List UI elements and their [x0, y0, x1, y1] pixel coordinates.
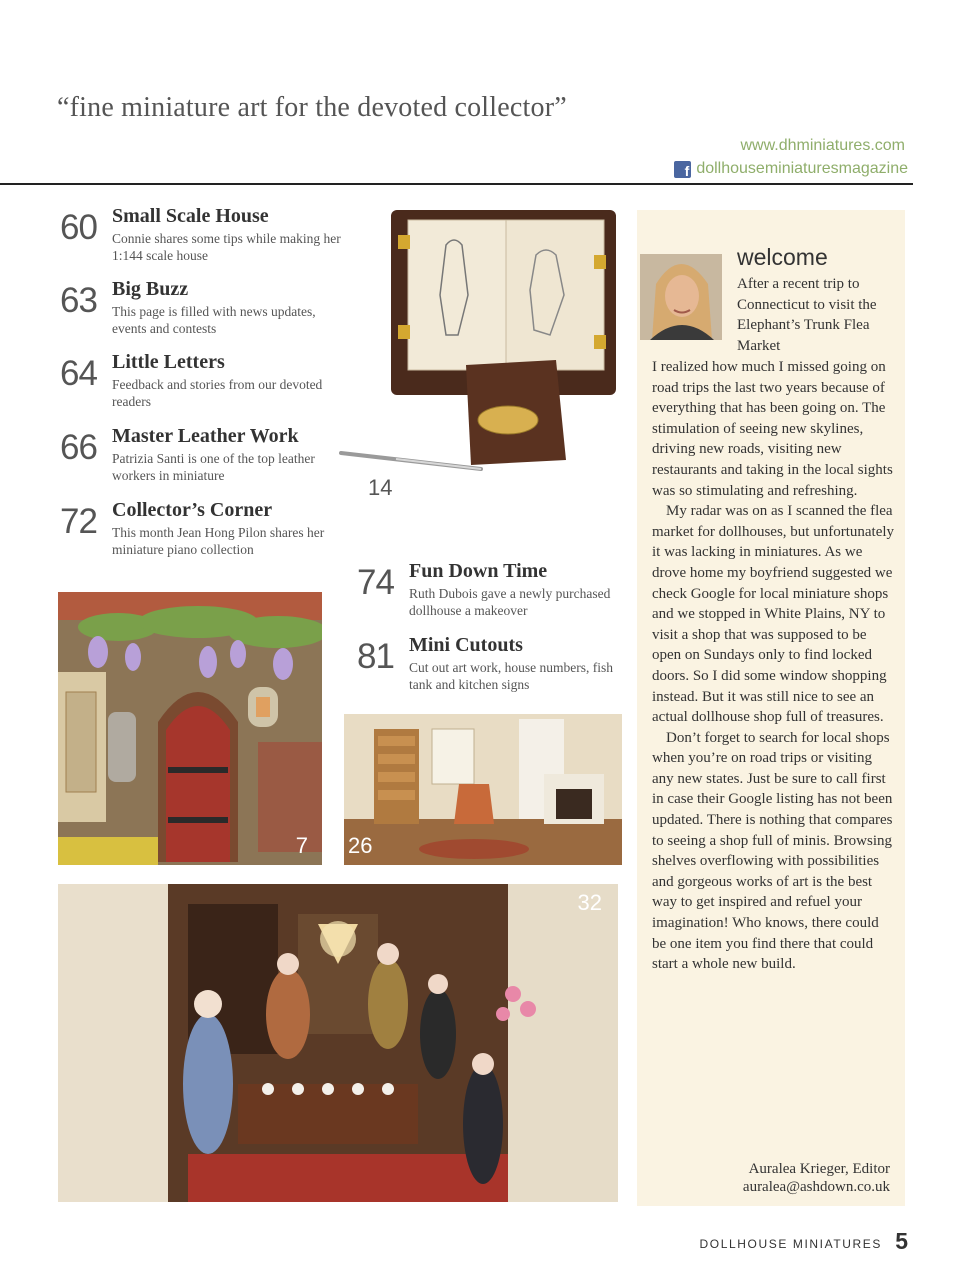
- toc-page-number: 81: [357, 637, 394, 676]
- toc-description: Feedback and stories from our devoted readers: [112, 377, 323, 409]
- photo-page-number: 7: [295, 833, 308, 858]
- toc-title: Little Letters: [112, 351, 225, 373]
- bedroom-interior-illustration: [344, 714, 622, 865]
- bedroom-interior-photo[interactable]: [344, 714, 622, 865]
- toc-description: This month Jean Hong Pilon shares her miniature piano collection: [112, 525, 325, 557]
- dining-room-photo[interactable]: [58, 884, 618, 1202]
- welcome-paragraph: My radar was on as I scanned the flea market for dollhouses, but unfortunately it was lacking in miniatures. As we drove home my boyfriend suggested we check Google for local miniature shops and we stopped in White Plains, NY to visit a shop that was supposed to be open on Sundays only to find locked doors. So I did some window shopping instead. But it was still nice to see an actual dollhouse shop full of treasures.: [652, 503, 895, 726]
- toc-description: Ruth Dubois gave a newly purchased dollhouse a makeover: [409, 586, 611, 618]
- toc-title: Mini Cutouts: [409, 634, 523, 656]
- toc-title: Fun Down Time: [409, 560, 548, 582]
- magazine-tagline: “fine miniature art for the devoted collector”: [57, 92, 567, 123]
- editor-name: Auralea Krieger, Editor: [748, 1161, 890, 1177]
- miniature-book-photo[interactable]: [336, 205, 621, 505]
- wisteria-door-illustration: [58, 592, 322, 865]
- toc-page-number: 63: [60, 281, 97, 320]
- toc-title: Collector’s Corner: [112, 499, 273, 521]
- welcome-intro: After a recent trip to Connecticut to visit the Elephant’s Trunk Flea Market: [737, 276, 877, 354]
- miniature-book-illustration: [336, 205, 621, 505]
- editor-avatar: [640, 254, 722, 340]
- facebook-icon: f: [674, 161, 691, 178]
- toc-page-number: 64: [60, 354, 97, 393]
- toc-page-number: 74: [357, 563, 394, 602]
- footer-magazine-name: DOLLHOUSE MINIATURES: [699, 1237, 882, 1251]
- header-divider: [0, 183, 913, 185]
- editor-portrait: [640, 254, 722, 340]
- toc-description: Patrizia Santi is one of the top leather workers in miniature: [112, 451, 315, 483]
- editor-signature: [743, 1160, 890, 1196]
- facebook-link[interactable]: [674, 160, 908, 178]
- photo-page-number: 26: [348, 833, 373, 858]
- dining-room-illustration: [58, 884, 618, 1202]
- facebook-handle: dollhouseminiaturesmagazine: [696, 160, 908, 177]
- toc-description: Cut out art work, house numbers, fish tank and kitchen signs: [409, 660, 613, 692]
- toc-title: Small Scale House: [112, 205, 269, 227]
- welcome-heading: welcome: [737, 244, 828, 270]
- welcome-body: [652, 357, 896, 975]
- wisteria-door-photo[interactable]: [58, 592, 322, 865]
- editor-email[interactable]: auralea@ashdown.co.uk: [742, 1179, 890, 1195]
- toc-page-number: 60: [60, 208, 97, 247]
- website-link[interactable]: www.dhminiatures.com: [740, 137, 905, 154]
- toc-description: This page is filled with news updates, events and contests: [112, 304, 316, 336]
- photo-page-number: 14: [368, 475, 393, 500]
- welcome-paragraph: I realized how much I missed going on road trips the last two years because of everything that has been going on. The stimulation of seeing new skylines, driving new roads, visiting new restaurants and taking in the local sights was so stimulating and refreshing.: [652, 359, 893, 499]
- photo-page-number: 32: [577, 890, 602, 915]
- welcome-paragraph: Don’t forget to search for local shops when you’re on road trips or visiting any new states. Just be sure to call first in case their Google listing has not been updated. There is nothing that compares to seeing a shop full of minis. Browsing shelves overflowing with possibilities and gorgeous works of art is the best way to get inspired and refuel your imagination! Who knows, there could be one item you find there that could start a whole new build.: [652, 729, 893, 973]
- toc-page-number: 72: [60, 502, 97, 541]
- toc-description: Connie shares some tips while making her 1:144 scale house: [112, 231, 341, 263]
- toc-title: Big Buzz: [112, 278, 189, 300]
- toc-page-number: 66: [60, 428, 97, 467]
- toc-title: Master Leather Work: [112, 425, 299, 447]
- footer-page-number: 5: [895, 1228, 908, 1254]
